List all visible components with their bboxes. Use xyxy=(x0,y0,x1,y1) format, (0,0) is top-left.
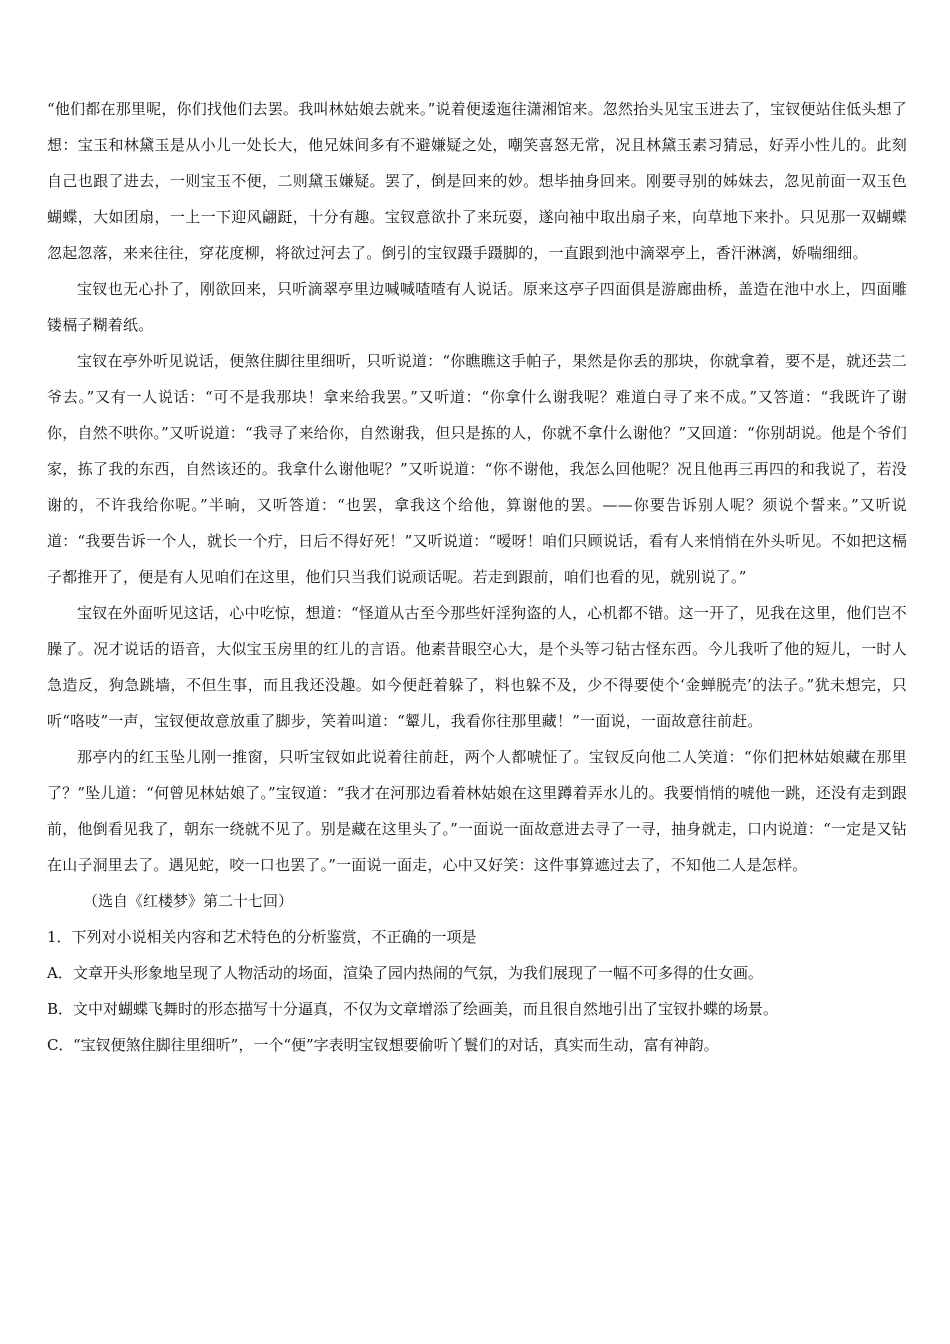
passage-source: （选自《红楼梦》第二十七回） xyxy=(83,892,294,910)
option-c-text: “宝钗便煞住脚往里细听”，一个“便”字表明宝钗想要偷听丫鬟们的对话，真实而生动，富有神韵。 xyxy=(73,1036,719,1054)
passage-paragraph-5: 那亭内的红玉坠儿刚一推窗，只听宝钗如此说着往前赶，两个人都唬怔了。宝钗反向他二人笑道：“你们把林姑娘藏在那里了？”坠儿道：“何曾见林姑娘了。”宝钗道：“我才在河那边看着林姑娘在这里蹲着弄水儿的。我要悄悄的唬他一跳，还没有走到跟前，他倒看见我了，朝东一绕就不见了。别是藏在这里头了。”一面说一面故意进去寻了一寻，抽身就走，口内说道：“一定是又钻在山子洞里去了。遇见蛇，咬一口也罢了。”一面说一面走，心中又好笑：这件事算遮过去了，不知他二人是怎样。 xyxy=(47,748,907,874)
option-a-letter: A． xyxy=(47,964,73,982)
option-b-text: 文中对蝴蝶飞舞时的形态描写十分逼真，不仅为文章增添了绘画美，而且很自然地引出了宝钗扑蝶的场景。 xyxy=(73,1000,779,1018)
passage-paragraph-1: “他们都在那里呢，你们找他们去罢。我叫林姑娘去就来。”说着便逶迤往潇湘馆来。忽然抬头见宝玉进去了，宝钗便站住低头想了想：宝玉和林黛玉是从小儿一处长大，他兄妹间多有不避嫌疑之处，嘲笑喜怒无常，况且林黛玉素习猜忌，好弄小性儿的。此刻自己也跟了进去，一则宝玉不便，二则黛玉嫌疑。罢了，倒是回来的妙。想毕抽身回来。刚要寻别的姊妹去，忽见前面一双玉色蝴蝶，大如团扇，一上一下迎风翩跹，十分有趣。宝钗意欲扑了来玩耍，遂向袖中取出扇子来，向草地下来扑。只见那一双蝴蝶忽起忽落，来来往往，穿花度柳，将欲过河去了。倒引的宝钗蹑手蹑脚的，一直跟到池中滴翠亭上，香汗淋漓，娇喘细细。 xyxy=(47,100,907,262)
option-a-text: 文章开头形象地呈现了人物活动的场面，渲染了园内热闹的气氛，为我们展现了一幅不可多得的仕女画。 xyxy=(73,964,764,982)
option-a xyxy=(47,955,907,991)
question-stem: 1．下列对小说相关内容和艺术特色的分析鉴赏，不正确的一项是 xyxy=(47,928,477,946)
option-c-letter: C． xyxy=(47,1036,74,1054)
option-c xyxy=(47,1027,907,1063)
option-b xyxy=(47,991,907,1027)
passage-paragraph-4: 宝钗在外面听见这话，心中吃惊，想道：“怪道从古至今那些奸淫狗盗的人，心机都不错。这一开了，见我在这里，他们岂不臊了。况才说话的语音，大似宝玉房里的红儿的言语。他素昔眼空心大，是个头等刁钻古怪东西。今儿我听了他的短儿，一时人急造反，狗急跳墙，不但生事，而且我还没趣。如今便赶着躲了，料也躲不及，少不得要使个‘金蝉脱壳’的法子。”犹未想完，只听“咯吱”一声，宝钗便故意放重了脚步，笑着叫道：“颦儿，我看你往那里藏！”一面说，一面故意往前赶。 xyxy=(47,604,907,730)
passage-paragraph-2: 宝钗也无心扑了，刚欲回来，只听滴翠亭里边喊喊喳喳有人说话。原来这亭子四面俱是游廊曲桥，盖造在池中水上，四面雕镂槅子糊着纸。 xyxy=(47,280,907,334)
document-page xyxy=(47,91,907,1063)
passage-paragraph-3: 宝钗在亭外听见说话，便煞住脚往里细听，只听说道：“你瞧瞧这手帕子，果然是你丢的那块，你就拿着，要不是，就还芸二爷去。”又有一人说话：“可不是我那块！拿来给我罢。”又听道：“你拿什么谢我呢？难道白寻了来不成。”又答道：“我既许了谢你，自然不哄你。”又听说道：“我寻了来给你，自然谢我，但只是拣的人，你就不拿什么谢他？”又回道：“你别胡说。他是个爷们家，拣了我的东西，自然该还的。我拿什么谢他呢？”又听说道：“你不谢他，我怎么回他呢？况且他再三再四的和我说了，若没谢的，不许我给你呢。”半晌，又听答道：“也罢，拿我这个给他，算谢他的罢。——你要告诉别人呢？须说个誓来。”又听说道：“我要告诉一个人，就长一个疔，日后不得好死！”又听说道：“嗳呀！咱们只顾说话，看有人来悄悄在外头听见。不如把这槅子都推开了，便是有人见咱们在这里，他们只当我们说顽话呢。若走到跟前，咱们也看的见，就别说了。” xyxy=(47,352,907,586)
option-b-letter: B． xyxy=(47,1000,74,1018)
